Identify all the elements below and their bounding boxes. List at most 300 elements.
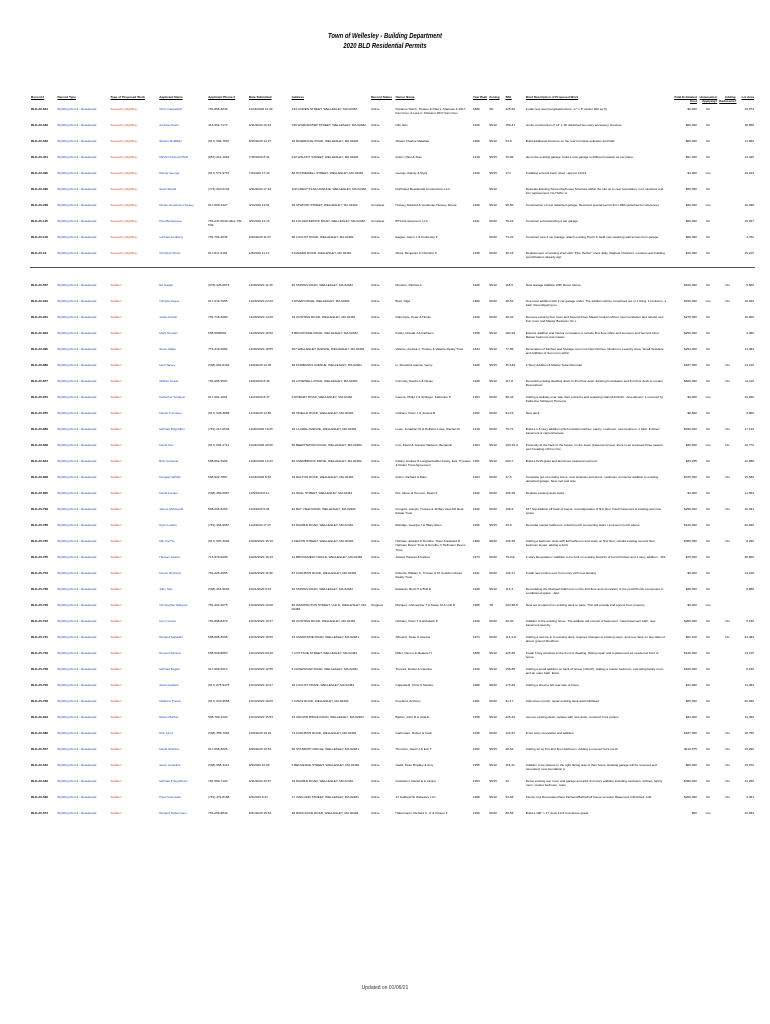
table-cell: Remodeling the Mudyard bathroom on the 2nd floor and renovation of the porch/Porch conversion to conditioned space - Attic (525, 587, 664, 596)
table-cell: 1989 (472, 299, 480, 303)
table-cell: 18 LAUREL AVENUE, WELLESLEY, MA 02481 (291, 427, 357, 431)
column-header: Brief Description of Proposed Work (525, 95, 579, 99)
table-cell: $45,000 (685, 443, 697, 447)
table-cell: $600,000 (683, 379, 697, 383)
table-cell: 5,150 (746, 619, 754, 623)
table-cell: Active (371, 555, 380, 559)
table-cell (718, 811, 736, 827)
table-cell: $187,000 (683, 363, 697, 367)
table-cell: 49-32 (505, 315, 514, 319)
table-cell: 508-5506091 (208, 331, 227, 335)
table-cell: Addition (110, 555, 122, 559)
table-cell: (617) 875-9475 (208, 683, 230, 687)
table-cell: (617) 997-3992 (208, 539, 230, 543)
table-cell: Active (371, 587, 380, 591)
table-row (30, 491, 755, 507)
table-cell: Nicole Goodman-Hussey (159, 203, 194, 207)
table-cell: 19 DALTON ROAD, WELLESLEY, MA 02481 (291, 475, 354, 479)
column-header: Owner Name (395, 95, 415, 99)
table-cell: No (706, 251, 711, 255)
table-cell: $128,000 (683, 651, 697, 655)
table-cell: Addition (110, 571, 122, 575)
table-cell: $9,000 (687, 395, 697, 399)
table-cell: 89-43 (505, 395, 514, 399)
table-cell: 14,120 (744, 363, 754, 367)
table-cell: 32 TAPPAN ROAD, WELLESLEY, MA 02482 (291, 587, 353, 591)
table-cell: Install new portico over front entry with new landing (525, 571, 596, 575)
table-cell: SR20 (489, 235, 497, 239)
table-cell: $189,000 (683, 667, 697, 671)
table-cell: 508-509-8853 (208, 651, 228, 655)
table-cell: 159-47 (505, 123, 516, 127)
table-cell: Active (371, 507, 380, 511)
table-cell: Yes (724, 619, 730, 623)
table-cell: Installing a Knels Farm shed - approx 12x14 (525, 171, 587, 175)
table-cell: 198-6 (505, 507, 514, 511)
table-cell: (508) 314-9693 (208, 587, 230, 591)
table-cell: No (706, 651, 711, 655)
table-cell: Christopher Marquet (159, 603, 188, 607)
table-cell: 10,266 (744, 395, 754, 399)
table-cell: Building Permit - Residential (57, 811, 97, 815)
table-cell: Addition (110, 795, 122, 799)
table-cell: Building Permit - Residential (57, 779, 97, 783)
table-cell: 12/8/2020 8:39 (248, 379, 270, 383)
table-cell: Addition (110, 635, 122, 639)
table-cell: No (706, 699, 711, 703)
table-cell: Accessory Building (110, 123, 137, 127)
table-cell: (617) 571-9757 (208, 171, 230, 175)
table-cell: Chris Cappelletti (159, 107, 182, 111)
table-cell: Stopped (371, 603, 383, 607)
table-cell: 10/13/2020 19:05 (248, 699, 273, 703)
table-cell: (978) 425-6874 (208, 283, 230, 287)
table-cell: One level addition with 2 car garage under. The addition will be comprised out of 1 living, 1 bedroom, 1 bath. Reconfiguring ex. (525, 299, 667, 308)
table-cell: 7/2/2020 17:10 (248, 171, 270, 175)
table-cell: 7 DAVIS ROAD, WELLESLEY, MA 02482 (291, 699, 349, 703)
table-cell: Construction of new detached garage; Received special permit from ZBA (attached for reference) (525, 203, 659, 207)
table-cell: $100,000 (683, 283, 697, 287)
table-cell: $293,000 (683, 347, 697, 351)
table-cell: 307 WELLESLEY AVENUE, WELLESLEY, MA 02481 (291, 347, 365, 351)
table-cell: 18,755 (744, 731, 754, 735)
table-cell: Ryan Ledere (159, 523, 177, 527)
table-cell: Active (371, 539, 380, 543)
table-cell: Eldridge, Georgia J & Hilary Ellen (395, 523, 442, 527)
table-cell: 1973 (472, 555, 480, 559)
table-cell: 10/13/2020 12:55 (248, 667, 273, 671)
table-cell: No (706, 763, 711, 767)
table-cell: 1925 (472, 363, 480, 367)
table-cell: 9/4/2020 8:31 (248, 795, 268, 799)
table-cell: 1904 (472, 443, 480, 447)
table-cell: Jawad, Hassan & Fatima (395, 555, 430, 559)
table-cell: 617-817-5118 (208, 251, 228, 255)
table-cell: Building Permit - Residential (57, 427, 97, 431)
table-row (30, 571, 755, 587)
table-row (30, 763, 755, 779)
table-cell: Yes (705, 443, 711, 447)
table-cell: 28-54 (505, 747, 514, 751)
table-cell: $275,000 (683, 315, 697, 319)
table-cell: No (706, 731, 711, 735)
table-row (30, 443, 755, 459)
table-cell: Active (371, 235, 380, 239)
table-cell: Nishanc, Peter T & Elizabeth P (395, 619, 438, 623)
table-cell: Roberts, William C, Trustee & 87 Audubon Road Realty Trust (395, 571, 462, 580)
table-cell: Paul Bevilacqua (159, 219, 182, 223)
table-cell: 1925 (472, 283, 480, 287)
table-cell: 1948 (472, 379, 480, 383)
table-cell: No (706, 283, 711, 287)
table-cell: No (706, 235, 711, 239)
table-cell: Gadd, Peter Bradley & Amy (395, 763, 434, 767)
table-cell: 7 COTTAGE STREET, WELLESLEY, MA 02481 (291, 651, 358, 655)
table-cell: 796 WORCESTER STREET, WELLESLEY, MA 02482 (291, 123, 366, 127)
table-cell: $725,000 (683, 475, 697, 479)
table-cell: Hassan Jawad (159, 555, 180, 559)
table-cell: Active (371, 571, 380, 575)
table-cell: SR20 (489, 299, 497, 303)
table-row (30, 539, 755, 555)
table-cell: $50 (691, 811, 697, 815)
table-cell: $6,000 (687, 107, 697, 111)
table-cell: Build a 8x15 glass and aluminum seasonal sunroom (525, 459, 598, 463)
table-cell: BLD-20-708 (31, 699, 49, 703)
table-cell: SR20 (489, 731, 497, 735)
table-cell: SR20 (489, 475, 497, 479)
table-cell: $355,000 (683, 539, 697, 543)
table-cell: 49-30 (505, 619, 514, 623)
table-cell: 9 ROBART ROAD, WELLESLEY, MA 02482 (291, 395, 353, 399)
table-cell: BLD-20-895 (31, 347, 49, 351)
table-row (30, 331, 755, 347)
table-cell: 113-3 (505, 587, 514, 591)
table-cell: 781-325-2555 (208, 571, 228, 575)
table-cell: Replacement of existing shed with "Pine Harbor" shed utility, Walpole Outdoors. Location and building specifications already app (525, 251, 665, 260)
table-cell: Building Permit - Residential (57, 763, 97, 767)
table-cell: 99-50 (505, 203, 514, 207)
table-header-row (30, 95, 755, 107)
table-cell: No (725, 443, 730, 447)
table-cell: No (706, 683, 711, 687)
table-cell: (617) 604-2711 (208, 443, 230, 447)
table-cell: SR30 (489, 683, 497, 687)
table-row (30, 411, 755, 427)
table-cell: 11,359 (744, 715, 754, 719)
table-cell: Building Permit - Residential (57, 155, 97, 159)
table-cell: Active (371, 667, 380, 671)
table-row (30, 555, 755, 571)
table-cell: 6,290 (746, 539, 754, 543)
table-cell: Yes (724, 747, 730, 751)
table-cell: Yes (724, 539, 730, 543)
table-cell: remove existing deck; replace with new deck; construct front portico (525, 715, 619, 719)
table-cell (718, 459, 736, 475)
table-row (30, 667, 755, 683)
table-cell: Active (371, 107, 380, 111)
table-cell: SR20 (489, 635, 497, 639)
table-cell: Addition (110, 427, 122, 431)
table-cell: Complete (371, 203, 385, 207)
table-cell: BLD-20-618 (31, 779, 49, 783)
table-row (30, 635, 755, 651)
table-row (30, 715, 755, 731)
table-cell (718, 123, 736, 139)
column-header: Lot Area (741, 95, 754, 99)
table-cell: Construct a freestanding 2 car garage (525, 219, 578, 223)
table-cell: Building Permit - Residential (57, 795, 97, 799)
column-header: Record # (31, 95, 45, 99)
table-cell: Build additional structure on the rear lot inside setbacks and FAR (525, 139, 615, 143)
table-cell: SR10 (489, 443, 497, 447)
table-cell: 781-965-9507 (208, 379, 228, 383)
table-cell: 28-18 (505, 251, 514, 255)
table-cell: BTS Development, LLC (395, 219, 428, 223)
table-cell: Addition (110, 747, 122, 751)
table-cell: Complete (371, 219, 385, 223)
table-cell: Ed Gagler (159, 283, 174, 287)
table-cell: 109-35 (505, 539, 516, 543)
table-cell: Active (371, 459, 380, 463)
table-cell: 2 story Renovation / addition to be built on existing footprint of front Porches and 1 story addition - 491 (525, 555, 666, 559)
table-cell: No (706, 747, 711, 751)
table-cell: KEVIN CALLAGHAN (159, 155, 189, 159)
table-cell: 23 OVARKSINE ROAD, WELLESLEY, MA 02481 (291, 635, 359, 639)
table-cell: $4,000 (687, 171, 697, 175)
table-cell: 10,290 (744, 747, 754, 751)
table-cell: $79,000 (685, 555, 697, 559)
table-cell: 25 TAPPAN ROAD, WELLESLEY, MA 02482 (291, 283, 353, 287)
table-cell: Accessory Building (110, 187, 137, 191)
table-row (30, 251, 755, 267)
table-cell: 11/24/2020 20:09 (248, 443, 273, 447)
table-cell: Active (371, 123, 380, 127)
table-cell: SR10 (489, 379, 497, 383)
table-cell: BLD-20-631 (31, 107, 49, 111)
table-cell: 46 FULLER BROOK ROAD, WELLESLEY, MA 02482 (291, 219, 366, 223)
table-cell: 183-93 (505, 331, 516, 335)
table-cell: 12/28/2020 16:52 (248, 331, 273, 335)
table-cell: Carbonaro, Robert & Cacli (395, 731, 432, 735)
table-cell: No (706, 555, 711, 559)
table-cell: 117-8 (505, 379, 514, 383)
table-cell: Construct new 2 car Garage, attach existing Porch & build new retaining wall across from garage. (525, 235, 660, 239)
table-cell: 11,384 (744, 683, 754, 687)
table-cell: Addition (110, 779, 122, 783)
table-cell: Addition (110, 491, 122, 495)
table-cell: $66,000 (685, 123, 697, 127)
table-cell: Yes (705, 299, 711, 303)
table-cell: Addition (110, 475, 122, 479)
table-cell: Randy George (159, 171, 180, 175)
table-cell: 10,929 (744, 299, 754, 303)
table-cell: 79-9-E (505, 555, 515, 559)
table-cell: 781-589-7120 (208, 779, 228, 783)
table-cell (718, 235, 736, 251)
table-cell: 15 LOVEWELL ROAD, WELLESLEY, MA 02481 (291, 379, 358, 383)
table-cell: (617) 610-9508 (208, 699, 230, 703)
table-cell: 60 STANDISH CIRCLE, WELLESLEY, MA 02481 (291, 747, 359, 751)
table-cell: 6 BENVENUE STREET, WELLESLEY, MA 02482 (291, 763, 360, 767)
table-cell (472, 187, 488, 203)
table-cell: BLD-20-880 (31, 363, 49, 367)
table-cell: 781-259-8849 (208, 811, 228, 815)
table-cell: No (706, 779, 711, 783)
table-cell: No (706, 635, 711, 639)
table-cell: Sirois, Benjamin & Christina S (395, 251, 437, 255)
table-cell: Thornton, David J & Eric T (395, 747, 432, 751)
table-cell: Building Permit - Residential (57, 731, 97, 735)
table-row (30, 347, 755, 363)
table-cell (718, 667, 736, 683)
table-row (30, 139, 755, 155)
table-cell: Caeora, Philip J & Schlayer, Katherine P (395, 395, 451, 399)
table-cell: demo the existing garage, build a new garage in different location as per plans (525, 155, 633, 159)
table-cell: Douglas Whittle (159, 475, 181, 479)
table-cell: $120,000 (683, 523, 697, 527)
table-cell: 5 DAMIEN ROAD, WELLESLEY, MA 02481 (291, 251, 352, 255)
table-cell: 10,770 (744, 443, 754, 447)
table-cell: Building Permit - Residential (57, 523, 97, 527)
table-cell: 73-22 (505, 235, 514, 239)
table-cell: SR10 (489, 347, 497, 351)
table-cell: 1926 (472, 123, 480, 127)
table-cell: $25,000 (685, 699, 697, 703)
table-cell: 781-237-0049 office 781-549 (208, 219, 243, 228)
table-cell: 1954 (472, 395, 480, 399)
table-cell: Li, Ronald & Garcia, Yenny (395, 363, 433, 367)
table-cell: No (706, 331, 711, 335)
table-cell: Hellman, Edward & Dorothe, Tstes & Edward R Hellman Revoc Trust & Dorothe V Hellmann Revoc Trust (395, 539, 466, 552)
table-cell: SR10 (489, 139, 497, 143)
table-cell: Front entry renovation and addition (525, 731, 574, 735)
table-cell: 15,937 (744, 219, 754, 223)
table-cell: 10/16/2020 10:37 (248, 619, 273, 623)
table-row (30, 507, 755, 523)
table-cell: No (706, 411, 711, 415)
table-cell: SR10 (489, 283, 497, 287)
table-cell: Marquet, Christopher T & Karen M & Unit D (395, 603, 456, 607)
table-cell: 9/29/2020 10:51 (248, 747, 272, 751)
table-cell: install new steel pergola/structure. 17' x 8' (under 200 sq ft) (525, 107, 607, 111)
table-cell: (508) 359-7994 (208, 731, 230, 735)
table-cell: SR20 (489, 811, 497, 815)
table-cell: 91-17 (505, 699, 514, 703)
table-cell (737, 603, 755, 619)
table-row (30, 187, 755, 203)
table-cell: 9/11/2020 10:37 (248, 779, 272, 783)
table-cell: 18 LOCUST DRIVE, WELLESLEY, MA 02481 (291, 683, 355, 687)
table-cell: Shawn McMillan (159, 139, 182, 143)
table-cell: Demolish existing dwelling down to first floor deck. Existing Foundation and first floor deck to remain. Reconstruct (525, 379, 664, 388)
table-cell: Building Permit - Residential (57, 107, 97, 111)
table-cell: Freeland, Anthony (395, 699, 421, 703)
table-cell: SR10 (489, 123, 497, 127)
table-cell: 125-52 (505, 107, 516, 111)
table-cell: 24 (505, 779, 509, 783)
table-cell: 1906 (472, 139, 480, 143)
table-cell: 15-86 (505, 155, 514, 159)
column-header: Date Submitted (248, 95, 272, 99)
table-cell: Yes (705, 603, 711, 607)
table-cell: Devon Behrend (159, 571, 181, 575)
table-cell: Building Permit - Residential (57, 507, 97, 511)
table-cell: 89-58 (505, 811, 514, 815)
table-cell: Robert Barber (159, 715, 179, 719)
table-cell: Building Permit - Residential (57, 747, 97, 751)
table-cell: Building Permit - Residential (57, 187, 97, 191)
table-cell (718, 347, 736, 363)
table-cell: 1942 (472, 507, 480, 511)
table-cell: Bob Gurwand (159, 459, 179, 463)
table-cell: No (706, 539, 711, 543)
table-cell: 12,888 (744, 459, 754, 463)
table-cell: Hussey, Edward & Goodman-Hussey, Nicole (395, 203, 457, 207)
table-cell: BLD-20-708 (31, 667, 49, 671)
table-cell: SR10 (489, 795, 497, 799)
table-cell: Addition (110, 331, 122, 335)
column-header: Homeowner Applying? (699, 95, 718, 104)
table-cell: Building Permit - Residential (57, 683, 97, 687)
table-cell (718, 251, 736, 267)
table-cell: Build a 1.5 story addition which includes kitchen, pantry, mudroom, new bedroom, 1 bath, finished basement & carport/canvas (525, 427, 660, 436)
table-cell: Addition (110, 507, 122, 511)
table-cell: 124-68-D (505, 603, 519, 607)
table-cell: 35-184 (505, 363, 516, 367)
table-cell: Demo existing sun room and garage and add: 2nd story addition including mudroom, kitchen, family room, master bedroom, mast (525, 779, 663, 788)
table-cell (718, 155, 736, 171)
table-cell: 4/7/2020 14:51 (248, 203, 270, 207)
table-cell: 1974 (472, 635, 480, 639)
table-cell: SR20 (489, 555, 497, 559)
table-cell: 125-65 (505, 651, 516, 655)
table-cell: 508-922-7867 (208, 475, 228, 479)
table-row (30, 811, 755, 827)
updated-footer: Updated on 01/06/21 (361, 985, 409, 991)
table-cell: Rob Land (159, 731, 173, 735)
table-cell: Building Permit - Residential (57, 171, 97, 175)
table-cell: 8/26/2020 12:27 (248, 139, 272, 143)
table-cell: SR15 (489, 155, 497, 159)
table-cell: 11/3/2020 9:46 (248, 507, 270, 511)
table-cell: No (725, 635, 730, 639)
table-cell: $49,000 (685, 203, 697, 207)
table-cell: $89,000 (685, 139, 697, 143)
table-cell: Yes (724, 299, 730, 303)
table-cell: Building Permit - Residential (57, 651, 97, 655)
group-separator (30, 267, 755, 283)
table-cell: 179-45 (505, 683, 516, 687)
table-cell: $20,000 (685, 219, 697, 223)
table-cell: Active (371, 635, 380, 639)
table-cell: 186-25 (505, 491, 516, 495)
table-cell: SR10 (489, 667, 497, 671)
table-cell: 17,129 (744, 427, 754, 431)
table-cell: Addition (110, 603, 122, 607)
table-cell: Active (371, 139, 380, 143)
table-cell: $187,000 (683, 731, 697, 735)
table-cell: 1948 (472, 587, 480, 591)
table-cell: Lowe, Jonathan W & Hollister-Lowe, Rachel W (395, 427, 460, 431)
table-cell: Active (371, 475, 380, 479)
table-cell: 1952 (472, 747, 480, 751)
table-cell: 1953 (472, 779, 480, 783)
table-cell: 11/5/2020 8:11 (248, 491, 270, 495)
table-cell: 781-764-4535 (208, 235, 228, 239)
table-cell: Building Permit - Residential (57, 699, 97, 703)
table-cell: SR10 (489, 587, 497, 591)
